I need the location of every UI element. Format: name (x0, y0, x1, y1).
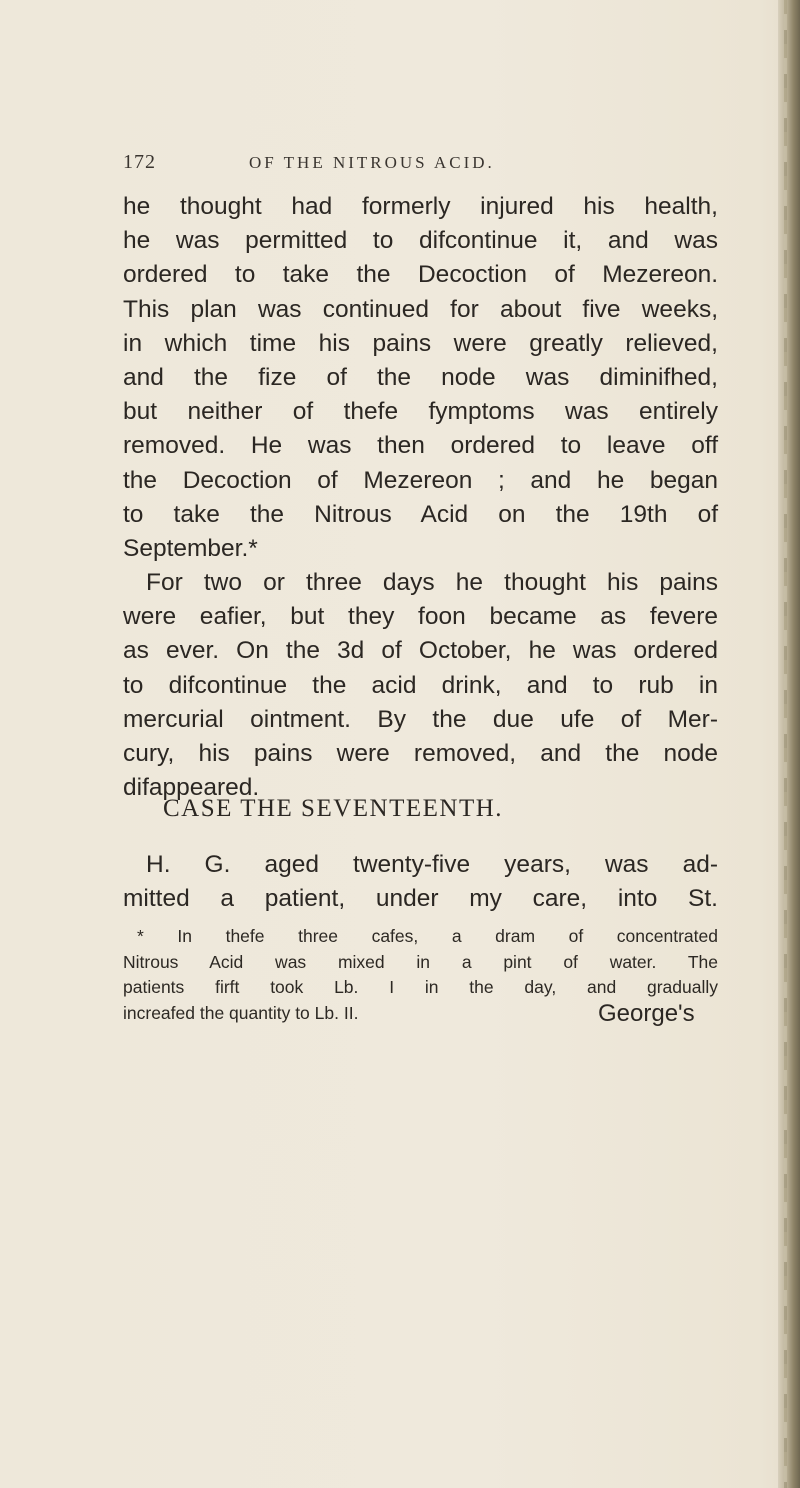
footnote-line: increafed the quantity to Lb. II. (123, 1002, 359, 1023)
text-line: as ever. On the 3d of October, he was ordered (123, 637, 718, 665)
text-line: H. G. aged twenty-five years, was ad- (146, 851, 718, 878)
footnote-line: patients firft took Lb. I in the day, and gradually (123, 977, 718, 997)
page-number: 172 (123, 151, 156, 173)
case-paragraph (123, 848, 718, 916)
text-line: he thought had formerly injured his health, (123, 193, 718, 220)
text-line: This plan was continued for about five weeks, (123, 295, 718, 323)
text-line: mercurial ointment. By the due ufe of Mer- (123, 705, 718, 733)
case-heading: CASE THE SEVENTEENTH. (163, 795, 504, 822)
running-title: OF THE NITROUS ACID. (249, 153, 495, 172)
text-line: but neither of thefe fymptoms was entirely (123, 398, 718, 426)
text-line: difappeared. (123, 774, 260, 802)
text-line: in which time his pains were greatly relieved, (123, 329, 718, 357)
footnote-line: Nitrous Acid was mixed in a pint of water. The (123, 951, 718, 972)
page-header (123, 145, 723, 185)
text-line: mitted a patient, under my care, into St. (123, 885, 718, 913)
body-paragraphs (123, 190, 718, 805)
text-line: For two or three days he thought his pains (146, 569, 718, 597)
footnote-line: * In thefe three cafes, a dram of concentrated (137, 926, 718, 946)
text-line: to take the Nitrous Acid on the 19th of (123, 500, 718, 528)
catchword: George's (598, 1000, 695, 1027)
text-line: removed. He was then ordered to leave off (123, 432, 718, 460)
text-line: to difcontinue the acid drink, and to rub in (123, 671, 718, 699)
text-line: he was permitted to difcontinue it, and was (123, 227, 718, 255)
text-line: cury, his pains were removed, and the node (123, 740, 718, 767)
text-line: September.* (123, 534, 258, 562)
text-line: the Decoction of Mezereon ; and he began (123, 466, 718, 494)
text-line: and the fize of the node was diminifhed, (123, 363, 718, 391)
text-line: were eafier, but they foon became as fevere (123, 603, 718, 631)
text-line: ordered to take the Decoction of Mezereon. (123, 261, 718, 289)
page-edge-shadow (778, 0, 800, 1488)
